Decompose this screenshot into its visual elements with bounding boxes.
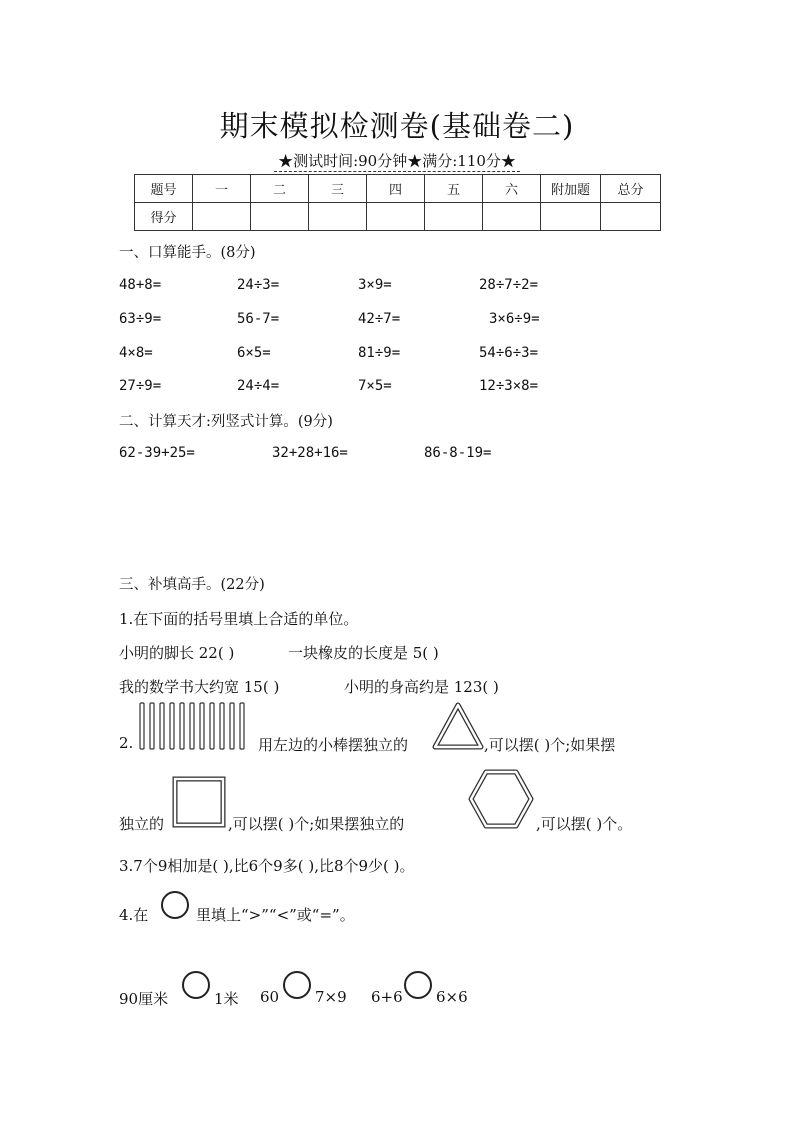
calc-problem: 4×8=	[119, 345, 153, 361]
table-cell: 题号	[135, 175, 193, 203]
compare-circle-blank[interactable]	[181, 970, 211, 1000]
calc-problem: 6×5=	[237, 345, 271, 361]
question-2-text: ,可以摆( )个。	[536, 815, 633, 833]
page-title: 期末模拟检测卷(基础卷二)	[219, 109, 575, 143]
table-cell: 四	[367, 175, 425, 203]
question-2-number: 2.	[119, 734, 134, 752]
calc-problem: 24÷4=	[237, 378, 280, 394]
table-cell: 六	[483, 175, 541, 203]
vertical-calc-problem: 32+28+16=	[272, 445, 348, 461]
compare-right: 1米	[214, 990, 239, 1008]
calc-problem: 42÷7=	[358, 311, 401, 327]
table-cell: 一	[193, 175, 251, 203]
score-input-cell[interactable]	[193, 203, 251, 231]
compare-right: 6×6	[436, 988, 468, 1006]
question-1-item: 一块橡皮的长度是 5( )	[288, 644, 439, 662]
question-1-item: 小明的身高约是 123( )	[344, 678, 499, 696]
compare-left: 6+6	[371, 988, 403, 1006]
score-input-cell[interactable]	[483, 203, 541, 231]
calc-problem: 7×5=	[358, 378, 392, 394]
score-table-score-row	[135, 203, 661, 231]
vertical-calc-problem: 86-8-19=	[424, 445, 492, 461]
section1-heading: 一、口算能手。(8分)	[119, 245, 256, 261]
circle-icon	[160, 890, 190, 920]
compare-circle-blank[interactable]	[282, 970, 312, 1000]
question-2-text: 独立的	[119, 815, 165, 833]
calc-problem: 12÷3×8=	[479, 378, 539, 394]
table-cell: 二	[251, 175, 309, 203]
question-4-prefix: 4.在	[119, 906, 149, 924]
hexagon-icon	[468, 768, 534, 830]
exam-info	[0, 150, 794, 171]
calc-problem: 24÷3=	[237, 277, 280, 293]
calc-problem: 3×9=	[358, 277, 392, 293]
question-3-text: 3.7个9相加是( ),比6个9多( ),比8个9少( )。	[119, 857, 415, 875]
calc-problem: 27÷9=	[119, 378, 162, 394]
score-input-cell[interactable]	[251, 203, 309, 231]
table-cell: 得分	[135, 203, 193, 231]
calc-problem: 56-7=	[237, 311, 280, 327]
question-2-text: 用左边的小棒摆独立的	[258, 736, 409, 754]
score-input-cell[interactable]	[425, 203, 483, 231]
calc-problem: 28÷7÷2=	[479, 277, 539, 293]
question-4-suffix: 里填上“>”“<”或“=”。	[196, 906, 355, 924]
score-table	[134, 174, 661, 231]
question-2-text: ,可以摆( )个;如果摆	[484, 736, 616, 754]
question-2-text: ,可以摆( )个;如果摆独立的	[228, 815, 405, 833]
question-1-stem: 1.在下面的括号里填上合适的单位。	[119, 610, 359, 628]
compare-right: 7×9	[315, 988, 347, 1006]
calc-problem: 48+8=	[119, 277, 162, 293]
section2-heading: 二、计算天才:列竖式计算。(9分)	[119, 414, 333, 430]
compare-circle-blank[interactable]	[403, 970, 433, 1000]
section3-heading: 三、补填高手。(22分)	[119, 577, 265, 593]
calc-problem: 3×6÷9=	[489, 311, 540, 327]
calc-problem: 63÷9=	[119, 311, 162, 327]
vertical-calc-problem: 62-39+25=	[119, 445, 195, 461]
score-table-header-row	[135, 175, 661, 203]
calc-problem: 81÷9=	[358, 345, 401, 361]
question-1-item: 我的数学书大约宽 15( )	[119, 678, 280, 696]
calc-problem: 54÷6÷3=	[479, 345, 539, 361]
score-input-cell[interactable]	[541, 203, 601, 231]
exam-info-text: ★测试时间:90分钟★满分:110分★	[274, 152, 520, 172]
sticks-icon	[138, 702, 250, 750]
table-cell: 五	[425, 175, 483, 203]
square-icon	[171, 775, 227, 829]
compare-left: 90厘米	[119, 990, 169, 1008]
score-input-cell[interactable]	[601, 203, 661, 231]
compare-left: 60	[260, 988, 280, 1006]
table-cell: 附加题	[541, 175, 601, 203]
triangle-icon	[432, 702, 484, 750]
table-cell: 总分	[601, 175, 661, 203]
table-cell: 三	[309, 175, 367, 203]
score-input-cell[interactable]	[367, 203, 425, 231]
score-input-cell[interactable]	[309, 203, 367, 231]
question-1-item: 小明的脚长 22( )	[119, 644, 235, 662]
